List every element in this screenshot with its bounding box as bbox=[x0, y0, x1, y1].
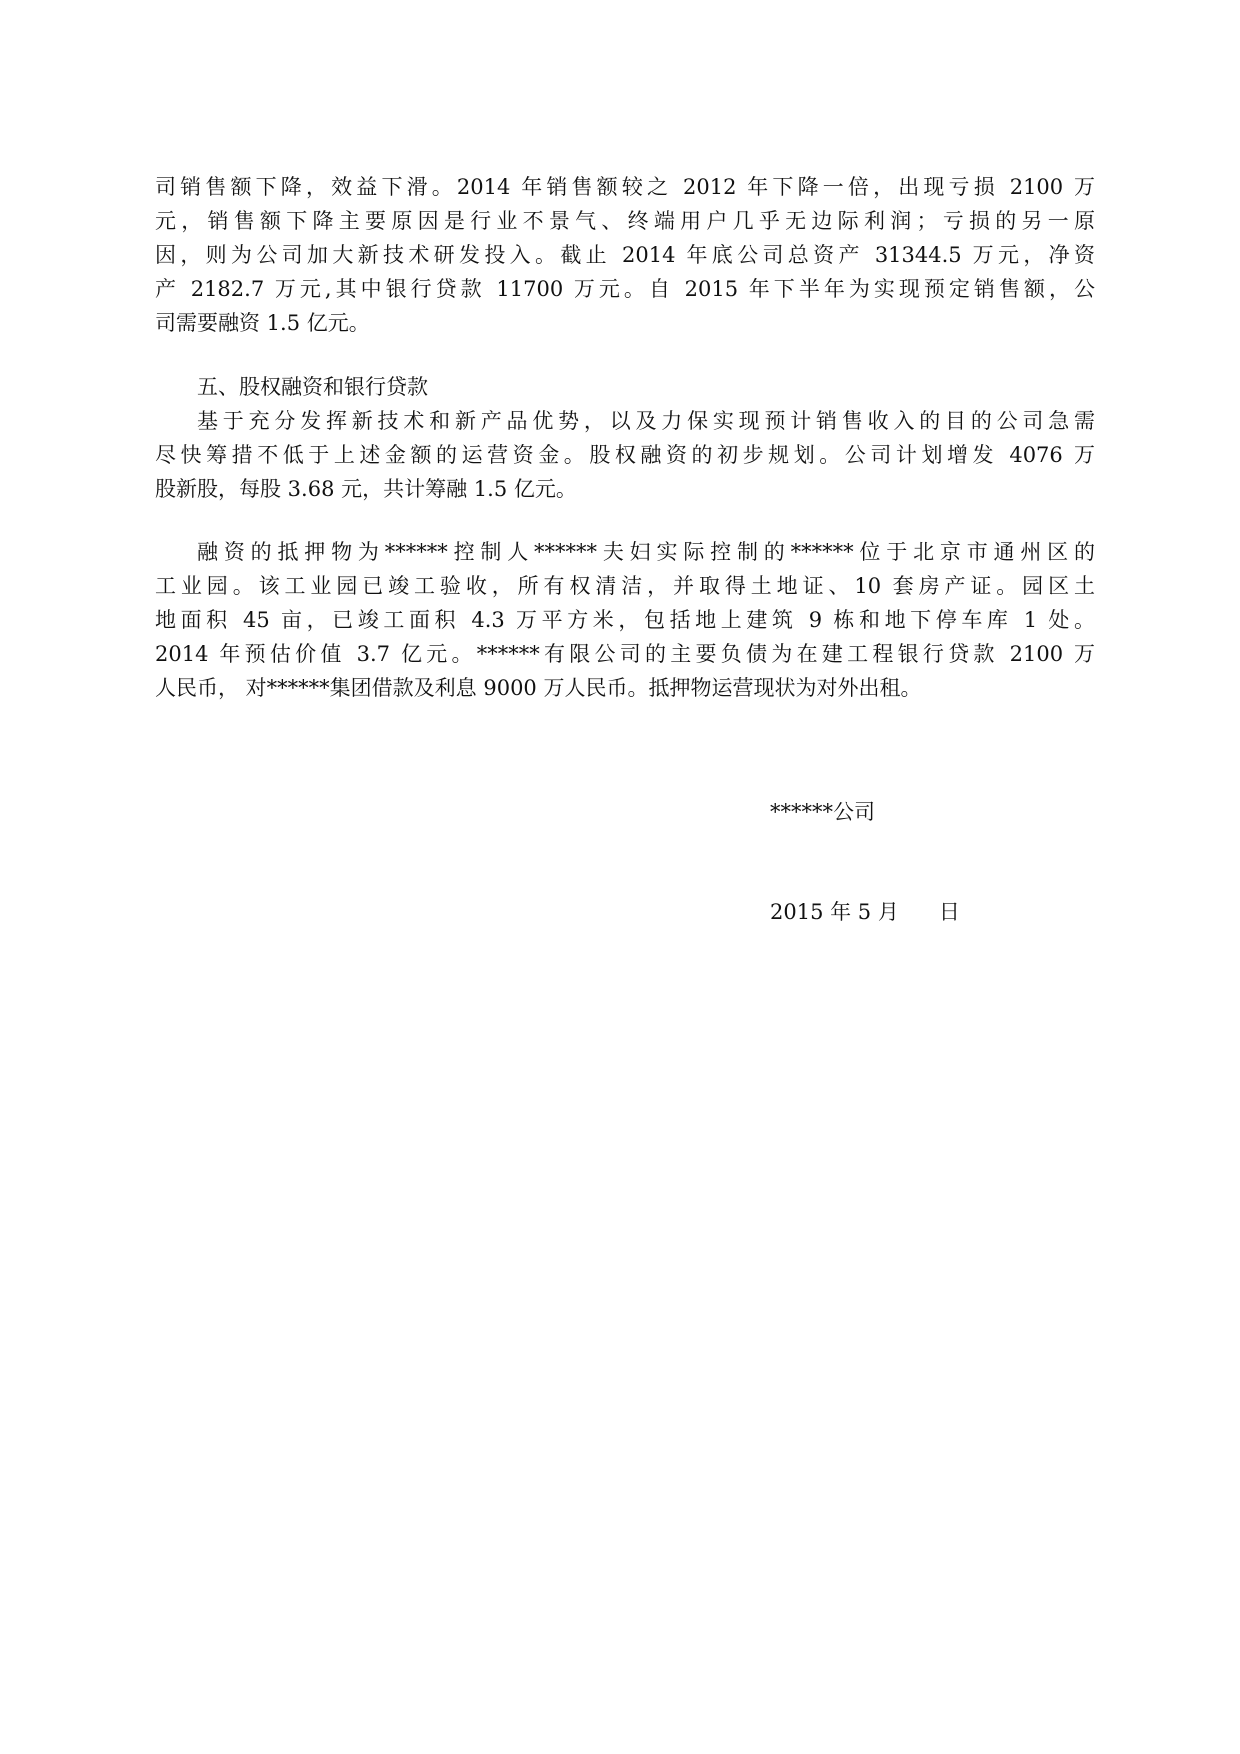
section-equity-financing bbox=[155, 370, 1095, 506]
text-line: 元，销售额下降主要原因是行业不景气、终端用户几乎无边际利润；亏损的另一原 bbox=[155, 209, 1095, 233]
text-line: 司需要融资 1.5 亿元。 bbox=[155, 311, 370, 335]
text-line: 工业园。该工业园已竣工验收，所有权清洁，并取得土地证、10 套房产证。园区土 bbox=[155, 574, 1095, 598]
text-line: 产 2182.7 万元,其中银行贷款 11700 万元。自 2015 年下半年为实现预定销售额，公 bbox=[155, 277, 1095, 301]
paragraph-collateral bbox=[155, 535, 1095, 705]
text-line: 基于充分发挥新技术和新产品优势，以及力保实现预计销售收入的目的公司急需 bbox=[197, 409, 1095, 433]
text-line: 地面积 45 亩，已竣工面积 4.3 万平方米，包括地上建筑 9 栋和地下停车库 1 处。 bbox=[155, 608, 1095, 632]
text-line: 因，则为公司加大新技术研发投入。截止 2014 年底公司总资产 31344.5 万元，净资 bbox=[155, 243, 1095, 267]
text-line: 融资的抵押物为******控制人******夫妇实际控制的******位于北京市通州区的 bbox=[197, 540, 1095, 564]
signature-date: 2015 年 5 月 日 bbox=[770, 900, 960, 924]
text-line: 股新股，每股 3.68 元，共计筹融 1.5 亿元。 bbox=[155, 477, 577, 501]
text-line: 尽快筹措不低于上述金额的运营资金。股权融资的初步规划。公司计划增发 4076 万 bbox=[155, 443, 1095, 467]
text-line: 人民币， 对******集团借款及利息 9000 万人民币。抵押物运营现状为对外出租。 bbox=[155, 676, 922, 700]
text-line: 2014 年预估价值 3.7 亿元。******有限公司的主要负债为在建工程银行贷款 2100 万 bbox=[155, 642, 1095, 666]
text-line: 司销售额下降，效益下滑。2014 年销售额较之 2012 年下降一倍，出现亏损 2100 万 bbox=[155, 175, 1095, 199]
section-heading: 五、股权融资和银行贷款 bbox=[197, 375, 428, 399]
signature-company: ******公司 bbox=[770, 800, 875, 824]
paragraph-financial-status bbox=[155, 170, 1095, 340]
